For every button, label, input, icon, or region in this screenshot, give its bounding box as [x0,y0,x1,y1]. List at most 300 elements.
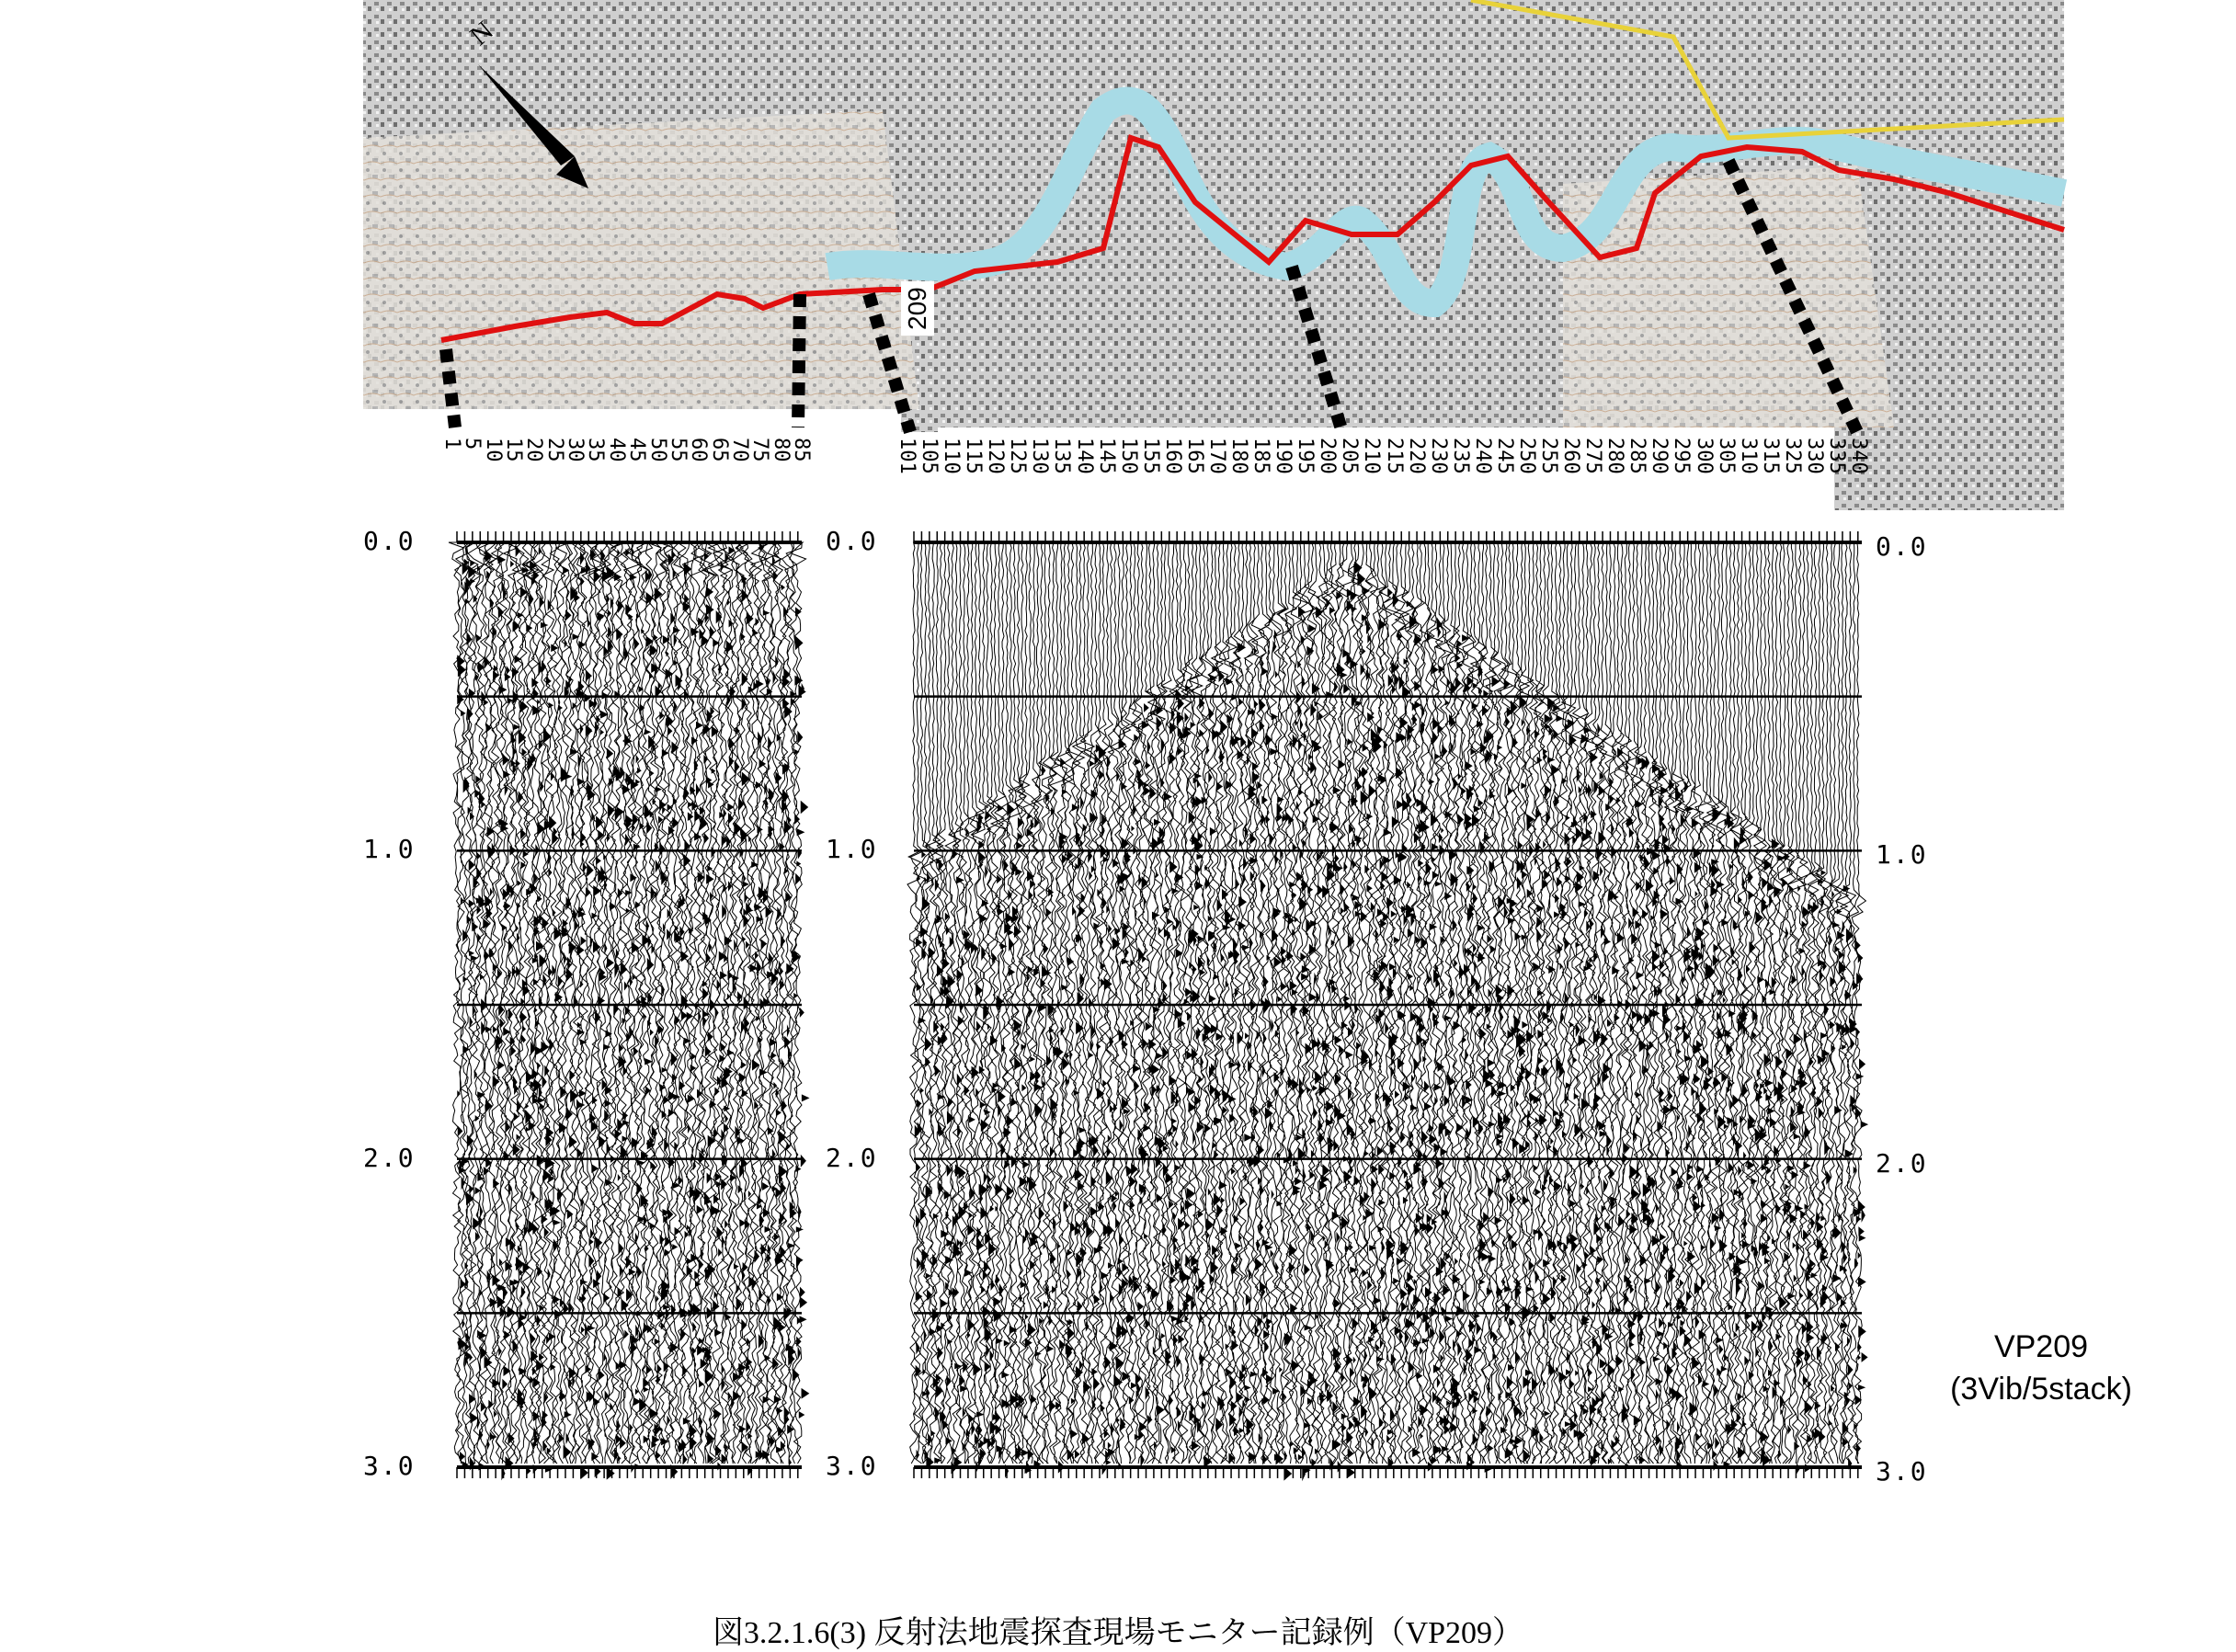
right-seismic-panel-wavelet [1313,1107,1318,1120]
left-seismic-panel-wavelet [625,604,632,614]
right-station-label: 170 [1204,438,1228,474]
right-seismic-panel-wavelet [1489,988,1492,997]
right-seismic-panel-wavelet [1388,675,1394,688]
left-seismic-panel-wavelet [624,1330,628,1339]
right-seismic-panel-wavelet [1579,901,1586,907]
left-seismic-panel-wavelet [504,1330,510,1339]
left-seismic-panel-wavelet [586,887,591,898]
right-seismic-panel-wavelet [1701,1276,1706,1287]
right-seismic-panel-wavelet [1522,1021,1528,1029]
left-seismic-panel-wavelet [490,888,493,897]
left-seismic-panel-wavelet [765,1355,770,1361]
right-seismic-panel-wavelet [1364,1151,1369,1156]
right-seismic-panel-wavelet [985,1110,991,1115]
left-seismic-panel-wavelet [733,974,740,981]
right-seismic-panel-wavelet [1565,937,1570,951]
right-seismic-panel-wavelet [1414,1058,1420,1072]
left-seismic-panel-wavelet [722,1235,724,1248]
left-seismic-panel-wavelet [580,1280,588,1285]
left-seismic-panel-wavelet [721,1042,726,1052]
left-seismic-panel-wavelet [798,847,802,859]
right-seismic-panel-wavelet [1862,1352,1868,1362]
right-seismic-panel-wavelet [1176,949,1183,958]
right-seismic-panel-wavelet [1439,1446,1442,1454]
right-seismic-panel-wavelet [1176,1098,1180,1106]
right-seismic-panel-wavelet [1666,1419,1670,1430]
time-axis-tick-label: 3.0 [363,1451,416,1481]
right-seismic-panel-wavelet [1648,1175,1655,1189]
right-seismic-panel-wavelet [1088,1052,1093,1058]
right-seismic-panel-wavelet [1344,862,1348,872]
left-seismic-panel-wavelet [577,1029,586,1035]
right-seismic-panel-wavelet [1146,1022,1152,1031]
right-station-label: 310 [1736,438,1760,474]
right-seismic-panel-wavelet [1490,945,1496,953]
left-seismic-panel-wavelet [715,1007,719,1019]
left-seismic-panel-wavelet [537,822,545,835]
right-seismic-panel-wavelet [1473,883,1477,890]
right-station-label: 180 [1227,438,1251,474]
left-seismic-panel-wavelet [800,1296,807,1308]
left-seismic-panel-wavelet [606,1086,612,1095]
right-seismic-panel-wavelet [967,1225,975,1236]
left-seismic-panel-wavelet [671,741,679,754]
right-seismic-panel-wavelet [941,1299,948,1308]
right-seismic-panel-wavelet [1272,1019,1274,1033]
left-station-label: 80 [769,438,793,462]
right-seismic-panel-wavelet [1242,945,1249,951]
left-seismic-panel-wavelet [549,967,553,977]
right-seismic-panel-wavelet [1822,1247,1828,1256]
right-seismic-panel-wavelet [1426,861,1432,876]
left-seismic-panel-wavelet [608,610,611,618]
left-seismic-panel-wavelet [702,987,709,1000]
right-seismic-panel-wavelet [1442,745,1447,758]
left-seismic-panel-wavelet [551,771,554,780]
right-seismic-panel-wavelet [1791,1170,1798,1179]
right-seismic-panel-wavelet [1348,1088,1352,1100]
right-seismic-panel-wavelet [976,1411,985,1417]
right-seismic-panel-wavelet [1660,1087,1664,1099]
left-seismic-panel-wavelet [629,1026,633,1040]
left-seismic-panel-wavelet [569,1135,577,1147]
right-seismic-panel-wavelet [1830,976,1835,987]
right-seismic-panel-wavelet [1349,1419,1353,1430]
right-seismic-panel-wavelet [1341,1423,1346,1431]
left-seismic-panel-wavelet [548,1268,551,1281]
left-seismic-panel-wavelet [714,1328,722,1337]
right-seismic-panel-wavelet [1070,1430,1078,1439]
right-seismic-panel-wavelet [1430,1134,1437,1145]
right-seismic-panel-wavelet [1117,1418,1120,1423]
right-station-label: 235 [1448,438,1472,474]
right-seismic-panel-wavelet [1215,1252,1217,1260]
right-seismic-panel-wavelet [1270,1119,1273,1133]
right-seismic-panel-wavelet [1130,959,1134,966]
right-seismic-panel-wavelet [1626,1210,1631,1219]
right-seismic-panel-wavelet [1119,1030,1125,1042]
right-seismic-panel-wavelet [1445,1316,1454,1323]
right-seismic-panel-wavelet [1805,1400,1812,1415]
right-seismic-panel-wavelet [1431,1306,1437,1317]
right-seismic-panel-wavelet [920,926,928,938]
right-seismic-panel-wavelet [1101,1271,1109,1280]
right-seismic-panel-wavelet [1437,1377,1441,1388]
right-seismic-panel-wavelet [1361,911,1367,923]
right-seismic-panel-wavelet [1352,860,1356,870]
left-seismic-panel-wavelet [645,729,651,735]
left-seismic-panel-wavelet [468,807,473,814]
right-seismic-panel-wavelet [1653,1356,1660,1361]
left-seismic-panel-wavelet [722,1365,724,1375]
right-seismic-panel-wavelet [1551,764,1557,777]
right-seismic-panel-wavelet [1686,806,1694,812]
left-seismic-panel-wavelet [470,560,474,567]
time-axis-tick-label: 2.0 [826,1142,878,1173]
left-seismic-panel-wavelet [467,707,473,720]
right-seismic-panel-wavelet [1238,1059,1241,1071]
right-seismic-panel-wavelet [1298,606,1306,617]
right-seismic-panel-wavelet [1834,1226,1841,1239]
right-station-label: 295 [1670,438,1694,474]
right-seismic-panel-wavelet [1748,1160,1755,1169]
right-seismic-panel-wavelet [1434,753,1440,759]
right-seismic-panel-wavelet [1221,1197,1225,1204]
left-seismic-panel-wavelet [756,679,764,688]
right-seismic-panel-wavelet [1350,1244,1353,1250]
left-seismic-panel-wavelet [537,699,540,705]
left-seismic-panel-wavelet [780,966,783,975]
left-seismic-panel-wavelet [553,827,558,837]
right-seismic-panel-wavelet [1295,1030,1299,1037]
right-seismic-panel-wavelet [1601,1441,1603,1454]
right-seismic-panel-wavelet [1663,1243,1670,1257]
right-seismic-panel-wavelet [1616,1354,1624,1367]
left-seismic-panel-wavelet [729,756,735,766]
left-seismic-panel-wavelet [742,937,746,942]
right-seismic-panel-wavelet [1787,1293,1795,1300]
right-station-label: 290 [1648,438,1671,474]
left-seismic-panel-wavelet [726,835,731,848]
right-seismic-panel-wavelet [1767,1167,1772,1174]
time-axis-tick-label: 1.0 [1876,839,1928,871]
right-seismic-panel-wavelet [1133,803,1136,816]
left-seismic-panel-wavelet [488,1400,493,1409]
right-seismic-panel-wavelet [1833,1274,1842,1282]
right-seismic-panel-wavelet [1025,1338,1032,1347]
left-station-label: 60 [687,438,711,462]
left-seismic-panel-wavelet [499,686,508,694]
right-seismic-panel-wavelet [917,1257,921,1270]
right-seismic-panel-wavelet [1235,1242,1241,1248]
right-seismic-panel-wavelet [1263,1032,1267,1045]
left-seismic-panel-wavelet [565,639,567,648]
right-seismic-panel-wavelet [1244,1384,1250,1390]
left-seismic-panel-wavelet [589,1113,596,1123]
right-seismic-panel-wavelet [1027,925,1031,931]
right-seismic-panel-wavelet [1266,815,1271,824]
left-station-label: 65 [707,438,731,462]
left-seismic-panel-wavelet [610,1402,612,1411]
right-seismic-panel-wavelet [1383,856,1391,865]
right-seismic-panel-wavelet [1498,1090,1506,1097]
right-seismic-panel-wavelet [1284,1450,1287,1462]
right-seismic-panel-wavelet [1463,1291,1470,1302]
left-seismic-panel-wavelet [704,832,709,844]
left-seismic-panel-wavelet [774,1233,780,1241]
left-seismic-panel-wavelet [564,952,566,965]
right-seismic-panel-wavelet [1327,1389,1333,1402]
right-seismic-panel-wavelet [1295,917,1298,923]
right-seismic-panel-wavelet [1862,1208,1865,1223]
left-seismic-panel-wavelet [477,565,480,573]
right-seismic-panel-wavelet [1157,1405,1165,1416]
left-seismic-panel-wavelet [762,1182,769,1191]
figure-caption: 図3.2.1.6(3) 反射法地震探査現場モニター記録例（VP209） [712,1616,1524,1650]
left-seismic-panel-wavelet [705,1046,712,1057]
left-seismic-panel-wavelet [725,1114,728,1122]
right-seismic-panel-wavelet [1352,606,1357,611]
left-seismic-panel-wavelet [575,593,580,602]
left-seismic-panel-wavelet [513,746,518,756]
left-station-label: 55 [666,438,690,462]
left-seismic-panel-wavelet [542,1214,548,1224]
left-seismic-panel-wavelet [727,971,733,981]
right-seismic-panel-wavelet [1465,1049,1468,1062]
right-seismic-panel-wavelet [1598,1074,1601,1088]
right-seismic-panel-wavelet [1412,1448,1420,1457]
right-seismic-panel-wavelet [1031,1395,1037,1405]
right-seismic-panel-wavelet [1049,1316,1053,1326]
right-seismic-panel-wavelet [1265,1244,1272,1250]
left-seismic-panel-wavelet [696,783,700,797]
right-seismic-panel-wavelet [1748,891,1754,900]
shot-label-vp: VP209 [1993,1329,2089,1364]
right-seismic-panel-wavelet [1093,1144,1099,1158]
right-seismic-panel-wavelet [1353,1356,1356,1363]
right-seismic-panel-wavelet [1756,1081,1759,1090]
right-seismic-panel-wavelet [1858,1384,1865,1391]
left-seismic-panel-wavelet [549,815,556,830]
left-seismic-panel-wavelet [621,963,628,975]
left-seismic-panel-wavelet [650,1223,656,1229]
right-seismic-panel-wavelet [923,938,928,948]
right-seismic-panel-wavelet [1523,1196,1530,1205]
right-seismic-panel-wavelet [1029,1004,1033,1018]
right-seismic-panel-wavelet [1705,1077,1710,1084]
left-seismic-panel-wavelet [593,885,601,896]
left-seismic-panel-wavelet [502,1379,508,1390]
right-seismic-panel-wavelet [1614,1013,1620,1022]
right-seismic-panel-wavelet [1819,1107,1824,1119]
left-seismic-panel-wavelet [699,1381,704,1388]
right-seismic-panel-wavelet [1709,964,1715,978]
right-seismic-panel-wavelet [1352,1019,1355,1032]
right-station-label: 155 [1138,438,1162,474]
right-seismic-panel-wavelet [1146,761,1150,769]
left-seismic-panel-wavelet [795,1166,801,1172]
left-seismic-panel-wavelet [745,1219,750,1229]
right-seismic-panel-wavelet [1221,720,1228,734]
right-seismic-panel-wavelet [1292,1360,1300,1372]
left-seismic-panel-wavelet [510,561,514,567]
left-seismic-panel-wavelet [532,1367,536,1375]
right-seismic-panel-wavelet [1187,1275,1192,1281]
right-seismic-panel-wavelet [1000,943,1007,949]
right-seismic-panel-wavelet [1251,728,1259,739]
right-seismic-panel-wavelet [1369,784,1376,798]
right-seismic-panel-wavelet [1030,1056,1035,1062]
right-seismic-panel-wavelet [1261,879,1266,893]
right-seismic-panel-wavelet [1500,1010,1503,1024]
left-seismic-panel-wavelet [752,1277,757,1292]
right-seismic-panel-traces [907,542,1865,1464]
right-station-label: 240 [1470,438,1494,474]
right-seismic-panel-wavelet [1575,882,1583,893]
left-seismic-panel-wavelet [797,731,803,745]
right-seismic-panel-wavelet [1802,920,1807,929]
right-seismic-panel-wavelet [1209,995,1216,1003]
right-station-label: 130 [1028,438,1052,474]
right-seismic-panel-wavelet [1340,672,1348,678]
left-seismic-panel-wavelet [675,934,683,943]
right-seismic-panel-wavelet [1007,1115,1014,1126]
right-station-label: 135 [1050,438,1074,474]
left-seismic-panel-wavelet [516,925,519,932]
right-seismic-panel-wavelet [1318,712,1323,720]
left-seismic-panel-wavelet [799,1411,805,1418]
left-seismic-panel-wavelet [795,607,802,616]
right-seismic-panel-wavelet [1430,923,1438,930]
right-seismic-panel-wavelet [1210,827,1217,836]
left-seismic-panel-wavelet [534,1007,538,1013]
right-seismic-panel-wavelet [1774,1380,1780,1387]
right-seismic-panel-wavelet [1858,1226,1864,1236]
right-seismic-panel-wavelet [1596,1396,1602,1404]
left-seismic-panel-wavelet [565,1411,572,1418]
time-axis-tick-label: 0.0 [826,526,878,556]
right-seismic-panel-wavelet [1445,1252,1450,1260]
right-seismic-panel-wavelet [1432,665,1438,674]
left-seismic-panel-wavelet [668,1090,676,1100]
right-seismic-panel-wavelet [1219,1181,1227,1190]
right-station-label: 335 [1824,438,1848,474]
right-seismic-panel-wavelet [1386,1435,1390,1443]
left-seismic-panel-wavelet [477,852,481,860]
right-seismic-panel-wavelet [1546,1296,1550,1302]
right-seismic-panel-wavelet [1427,974,1432,984]
right-seismic-panel-wavelet [1857,1355,1861,1361]
right-seismic-panel-wavelet [1845,990,1852,1001]
left-seismic-panel-wavelet [553,1220,561,1226]
right-seismic-panel-wavelet [1555,894,1559,903]
right-seismic-panel-wavelet [1644,1278,1651,1284]
right-seismic-panel-wavelet [1418,860,1423,867]
right-seismic-panel-wavelet [1357,782,1363,792]
right-seismic-panel-wavelet [1274,629,1278,640]
right-seismic-panel-wavelet [1655,1281,1660,1294]
right-seismic-panel-wavelet [1411,1075,1415,1084]
right-station-label: 165 [1182,438,1206,474]
left-seismic-panel-wavelet [626,1288,633,1301]
right-station-label: 110 [940,438,964,474]
left-seismic-panel-wavelet [718,1248,722,1257]
time-axis-tick-label: 1.0 [363,834,416,865]
right-seismic-panel-wavelet [1523,1449,1531,1463]
left-seismic-panel-wavelet [493,1026,497,1033]
right-seismic-panel-wavelet [1135,758,1141,765]
right-seismic-panel-wavelet [1506,1168,1511,1181]
right-seismic-panel-wavelet [1537,1030,1544,1039]
right-seismic-panel-wavelet [917,1450,920,1461]
right-seismic-panel-wavelet [1260,1222,1263,1234]
left-seismic-panel-wavelet [802,1388,810,1399]
right-seismic-panel-wavelet [933,1021,939,1033]
right-seismic-panel-wavelet [1550,1138,1554,1145]
right-seismic-panel-wavelet [1589,1369,1592,1377]
right-seismic-panel-wavelet [1746,965,1750,974]
right-seismic-panel-wavelet [1656,1389,1659,1401]
right-seismic-panel-wavelet [1858,1277,1866,1287]
right-seismic-panel-wavelet [933,1213,939,1220]
left-seismic-panel-wavelet [629,613,633,620]
right-station-label: 215 [1382,438,1406,474]
left-seismic-panel-wavelet [747,612,754,625]
left-seismic-panel-wavelet [603,1293,610,1303]
right-seismic-panel-wavelet [1363,744,1369,751]
right-seismic-panel-wavelet [1221,952,1225,963]
right-seismic-panel-wavelet [1094,1294,1101,1305]
left-seismic-panel-wavelet [518,881,521,886]
left-seismic-panel-wavelet [513,724,520,731]
left-seismic-panel-wavelet [693,1303,701,1317]
left-seismic-panel-wavelet [518,612,524,618]
left-seismic-panel-wavelet [510,1065,513,1073]
right-seismic-panel-wavelet [1093,1377,1100,1391]
left-seismic-panel-wavelet [667,726,672,735]
left-seismic-panel-wavelet [607,958,614,968]
left-seismic-panel-wavelet [777,1407,783,1415]
right-seismic-panel-wavelet [1562,1131,1567,1138]
right-seismic-panel-wavelet [1379,1200,1386,1206]
right-seismic-panel-wavelet [1198,831,1203,843]
right-seismic-panel-wavelet [1434,1097,1438,1106]
right-seismic-panel-wavelet [1692,1357,1700,1370]
right-seismic-panel-wavelet [1122,1263,1128,1272]
right-seismic-panel-wavelet [1515,1436,1523,1445]
right-seismic-panel-wavelet [1612,967,1620,975]
right-seismic-panel-wavelet [1152,1288,1159,1300]
right-station-label: 220 [1404,438,1428,474]
right-seismic-panel-wavelet [1420,1433,1424,1440]
left-seismic-panel-wavelet [659,1084,666,1091]
right-seismic-panel-wavelet [1107,1145,1112,1157]
right-seismic-panel-wavelet [1703,1381,1709,1387]
right-seismic-panel-wavelet [1633,907,1639,917]
right-seismic-panel-wavelet [1279,1367,1283,1373]
right-seismic-panel-wavelet [1364,1349,1367,1363]
right-seismic-panel-wavelet [1764,859,1773,872]
right-station-label: 115 [962,438,986,474]
left-seismic-panel-wavelet [724,808,727,819]
left-seismic-panel-wavelet [779,1166,787,1179]
left-seismic-panel-wavelet [727,803,734,812]
right-seismic-panel-wavelet [1329,607,1336,614]
right-seismic-panel-wavelet [1516,1100,1519,1108]
right-seismic-panel-wavelet [1656,1202,1659,1213]
left-seismic-panel-wavelet [801,801,808,815]
left-seismic-panel-wavelet [577,778,585,785]
